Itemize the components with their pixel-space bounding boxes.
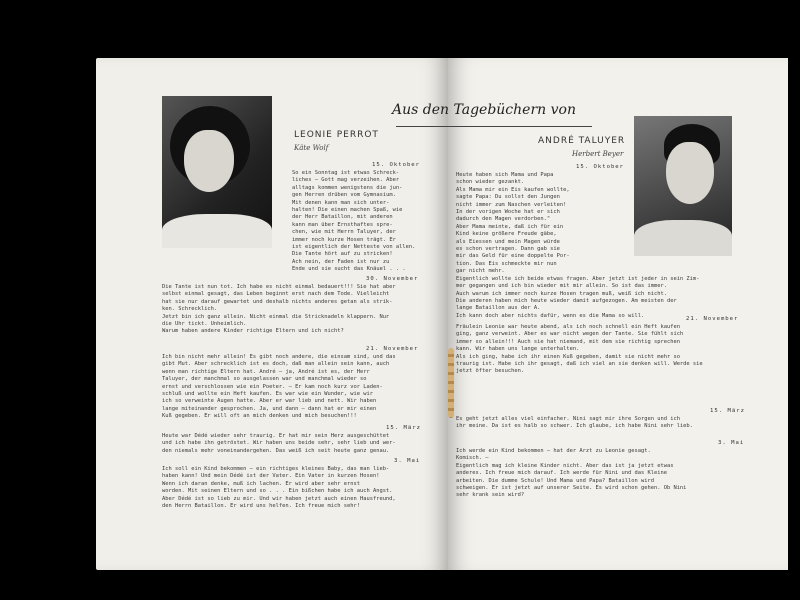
diary-entry: Ich bin nicht mehr allein! Es gibt noch andere, die einsam sind, und das gibt Mut. Aber schrecklich ist es doch, daß man allein sein kann, auch wenn man richtige Eltern hat. André — ja, André ist es, der Herr Taluyer, der manchmal so ausgelassen war und manchmal wieder so ernst und verschlossen wie ein Poeter. — Er kam noch kurz vor Laden- schluß und wollte ein Heft kaufen. Es war wie ein Wunder, wie wir ich so verweinte Augen hatte. Aber er war lieb und nett. Wir haben lange miteinander gesprochen. Ja, und dann — dann hat er mir einen Kuß gegeben. Er will oft an mich denken und mich besuchen!!! (162, 354, 396, 420)
diary-heading: Aus den Tagebüchern von (392, 102, 576, 118)
entry-date: 15. Oktober (372, 162, 421, 168)
entry-date: 15. Oktober (576, 164, 625, 170)
right-page (448, 58, 788, 570)
diary-entry: Ich werde ein Kind bekommen — hat der Arzt zu Leonie gesagt. Komisch. — Eigentlich mag ich kleine Kinder nicht. Aber das ist ja jetzt etwas anderes. Ich freue mich darauf. Ich werde für Nini und das Kleine arbeiten. Die dumme Schule! Und Mama und Papa? Bataillon wird schweigen. Er ist jetzt auf unserer Seite. Es wird schon gehen. Ob Nini sehr krank sein wird? (456, 448, 687, 499)
leonie-name: LEONIE PERROT (294, 130, 379, 140)
diary-entry: Die Tante ist nun tot. Ich habe es nicht einmal bedauert!!! Sie hat aber selbst einmal gesagt, das Leben beginnt erst nach dem Tode. Vielleicht hat sie nur darauf gewartet und deshalb nichts anderes getan als strik- ken. Schrecklich. Jetzt bin ich ganz allein. Nicht einmal die Stricknadeln klappern. Nur die Uhr tickt. Unheimlich. Warum haben andere Kinder richtige Eltern und ich nicht? (162, 284, 396, 335)
booklet (96, 58, 788, 570)
diary-entry: Fräulein Leonie war heute abend, als ich noch schnell ein Heft kaufen ging, ganz verweint. Aber es war nicht wegen der Tante. Sie fühlt sich immer so allein!!! Auch sie hat niemand, mit dem sie richtig sprechen kann. Wir haben uns lange unterhalten. Als ich ging, habe ich ihr einen Kuß gegeben, damit sie nicht mehr so traurig ist. Habe ich ihr gesagt, daß ich viel an sie denken will. Werde sie jetzt öfter besuchen. (456, 324, 703, 375)
entry-date: 3. Mai (718, 440, 745, 446)
andre-name: ANDRÉ TALUYER (538, 136, 626, 146)
leonie-portrait-photo (162, 96, 272, 248)
heading-underline (396, 126, 592, 127)
entry-date: 30. November (366, 276, 419, 282)
entry-date: 3. Mai (394, 458, 421, 464)
entry-date: 15. März (710, 408, 745, 414)
entry-date: 21. November (366, 346, 419, 352)
entry-date: 15. März (386, 425, 421, 431)
diary-entry: So ein Sonntag ist etwas Schreck- liches — Gott mag verzeihen. Aber alltags kommen wenigstens die jun- gen Herren drüben vom Gymnasium. Mit denen kann man sich unter- halten! Die einen machen Spaß, wie der Herr Bataillon, mit anderen kann man über Ernsthaftes spre- chen, wie mit Herrn Taluyer, der immer noch kurze Hosen trägt. Er ist eigentlich der Netteste von allen. Die Tante hört auf zu stricken! Ach nein, der Faden ist nur zu Ende und sie sucht das Knäuel . . . (292, 170, 416, 273)
diary-entry: Es geht jetzt alles viel einfacher. Nini sagt mir ihre Sorgen und ich ihr meine. Da ist es halb so schwer. Ich glaube, ich habe Nini sehr lieb. (456, 416, 693, 430)
leonie-actor: Käte Wolf (294, 144, 329, 152)
left-page (96, 58, 448, 570)
binding-thread (448, 348, 454, 418)
entry-date: 21. November (686, 316, 739, 322)
diary-entry: Ich soll ein Kind bekommen — ein richtiges kleines Baby, das man lieb- haben kann! Und mein Dédé ist der Vater. Ein Vater in kurzen Hosen! Wenn ich daran denke, muß ich lachen. Er wird aber sehr ernst worden. Mit seinen Eltern und so . . . Ein bißchen habe ich auch Angst. Aber Dédé ist so lieb zu mir. Und wir haben jetzt auch einen Hausfreund, den Herrn Bataillon. Er wird uns helfen. Ich freue mich sehr! (162, 466, 396, 510)
andre-actor: Herbert Beyer (572, 150, 624, 158)
diary-entry: Heute haben sich Mama und Papa schon wieder gezankt. Als Mama mir ein Eis kaufen wollte, sagte Papa: Du sollst den Jungen nicht immer zum Naschen verleiten! In der vorigen Woche hat er sich dadurch den Magen verdorben." Aber Mama meinte, daß ich für ein Kind keine größere Freude gäbe, als Eiessen und mein Magen würde es schon vertragen. Dann gab sie mir das Geld für eine doppelte Por- tion. Das Eis schmeckte mir nun gar nicht mehr. Eigentlich wollte ich beide etwas fragen. Aber jetzt ist jeder in sein Zim- mer gegangen und ich bin wieder mit mir allein. So ist das immer. Auch warum ich immer noch kurze Hosen tragen muß, weiß ich nicht. Die anderen haben mich heute wieder damit aufgezogen. Am meisten der lange Bataillon aus der A. Ich kann doch aber nichts dafür, wenn es die Mama so will. (456, 172, 700, 319)
diary-entry: Heute war Dédé wieder sehr traurig. Er hat mir sein Herz ausgeschüttet und ich habe ihn getröstet. Wir haben uns beide sehr, sehr lieb und wer- den niemals mehr voneinandergehen. Das weiß ich seit heute ganz genau. (162, 433, 396, 454)
